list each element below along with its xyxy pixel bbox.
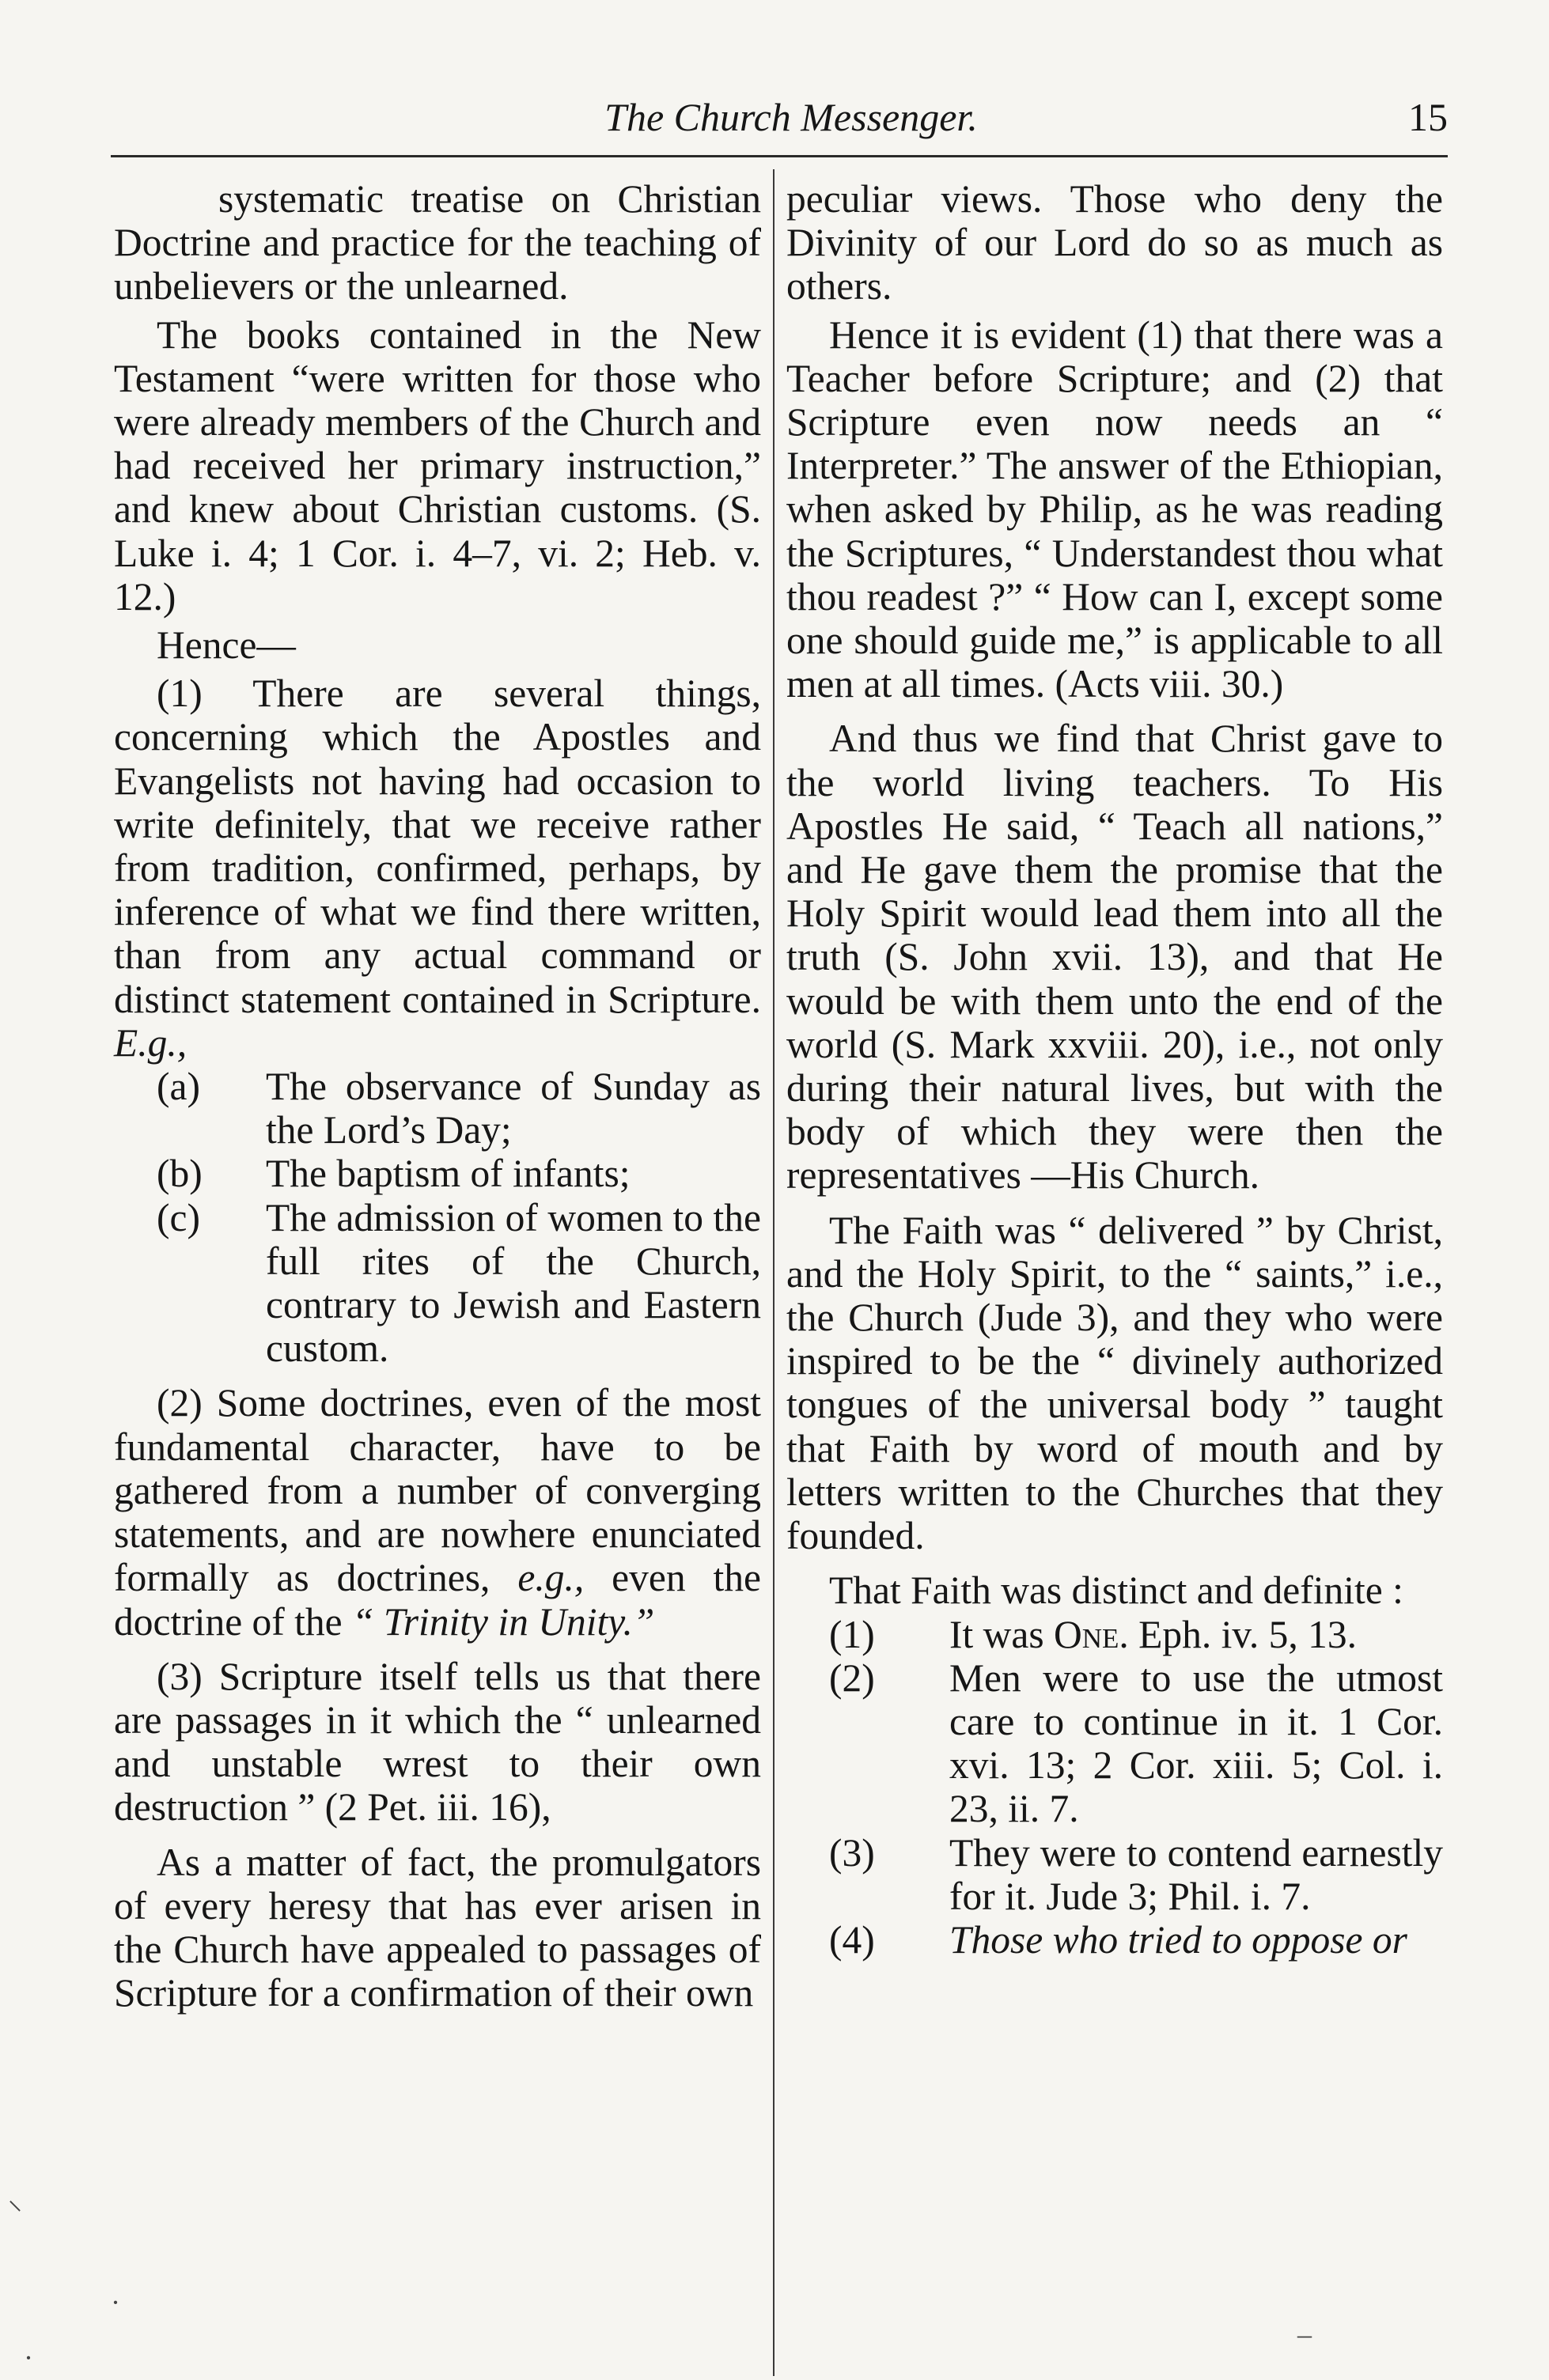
running-title: The Church Messenger. (604, 95, 978, 139)
scan-speck: ⸌ (8, 2196, 22, 2227)
faith-item-4 (786, 1918, 1443, 1962)
column-divider (773, 169, 774, 2376)
paragraph-point-2 (114, 1381, 761, 1643)
paragraph-hence: Hence— (157, 623, 296, 668)
paragraph-faith-delivered: The Faith was “ delivered ” by Christ, and the Holy Spirit, to the “ saints,” i.e., the Church (Jude 3), and they who were inspired to be the “ divinely authorized tongues of the universal body ” taught that Faith by word of mouth and by letters written to the Churches that they founded. (786, 1208, 1443, 1558)
header-rule (111, 155, 1448, 157)
point-2-trinity: “ Trinity in Unity.” (352, 1599, 655, 1644)
scan-speck: · (24, 2342, 33, 2374)
left-column (114, 177, 761, 2015)
faith-item-text: They were to contend earnestly for it. Jude 3; Phil. i. 7. (949, 1830, 1443, 1918)
paragraph-point-1 (114, 672, 761, 1065)
faith-item-2 (786, 1656, 1443, 1831)
faith-item-label: (4) (829, 1917, 875, 1962)
paragraph-point-3: (3) Scripture itself tells us that there are passages in it which the “ unlearned and unstable wrest to their own destruction ” (2 Pet. iii. 16), (114, 1654, 761, 1829)
sub-item-text: The baptism of infants; (266, 1152, 631, 1196)
right-column (786, 177, 1443, 1962)
page-number: 15 (1408, 95, 1448, 139)
sub-item-text: The observance of Sunday as the Lord’s Day; (266, 1065, 761, 1152)
scan-speck: – (1297, 2318, 1312, 2350)
point-2-eg: e.g., (517, 1556, 585, 1600)
faith-item-label: (3) (829, 1830, 875, 1875)
faith-item-1 (786, 1613, 1443, 1656)
paragraph-books: The books contained in the New Testament “were written for those who were already members of the Church and had received her primary instruction,” and knew about Christian customs. (S. Luke i. 4; 1 Cor. i. 4–7, vi. 2; Heb. v. 12.) (114, 312, 761, 619)
faith-item-text: Those who tried to oppose or (949, 1917, 1407, 1962)
point-2-tail: even the doctrine of the (114, 1556, 762, 1644)
paragraph-matter-of-fact: As a matter of fact, the promulgators of every heresy that has ever arisen in the Church have appealed to passages of Scripture for a confirmation of their own (114, 1840, 761, 2015)
point-1-text: (1) There are several things, concerning which the Apostles and Evangelists not having had occasion to write definitely, that we receive rather from tradition, confirmed, perhaps, by inference of what we find there written, than from any actual command or distinct statement contained in Scripture. (114, 672, 761, 1021)
paragraph-faith-distinct: That Faith was distinct and definite : (829, 1568, 1403, 1613)
point-1-eg: E.g., (114, 1020, 187, 1065)
paragraph-intro: systematic treatise on Christian Doctrine and practice for the teaching of unbelievers or the unlearned. (114, 177, 761, 308)
sub-item-label: (a) (157, 1065, 200, 1109)
sub-item-text: The admission of women to the full rites of the Church, contrary to Jewish and Eastern custom. (266, 1195, 761, 1371)
faith-item-text: Men were to use the utmost care to continue in it. 1 Cor. xvi. 13; 2 Cor. xiii. 5; Col. i. 23, ii. 7. (949, 1655, 1443, 1831)
sub-item-label: (b) (157, 1152, 203, 1196)
faith-item-label: (2) (829, 1655, 875, 1700)
sub-item-c (114, 1196, 761, 1371)
sub-item-label: (c) (157, 1195, 200, 1239)
paragraph-living-teachers: And thus we find that Christ gave to the world living teachers. To His Apostles He said, “ Teach all nations,” and He gave them the promise that the Holy Spirit would lead them into all the truth (S. John xvii. 13), and that He would be with them unto the end of the world (S. Mark xxviii. 20), i.e., not only during their natural lives, but with the body of which they were then the representatives —His Church. (786, 717, 1443, 1198)
faith-item-label: (1) (829, 1612, 875, 1656)
faith-item-small-caps: One (1053, 1612, 1119, 1656)
sub-item-b (114, 1152, 761, 1195)
page-header (111, 89, 1448, 146)
scan-speck: · (111, 2287, 120, 2318)
paragraph-continued: peculiar views. Those who deny the Divinity of our Lord do so as much as others. (786, 177, 1443, 308)
sub-item-a (114, 1065, 761, 1152)
faith-item-3 (786, 1831, 1443, 1918)
faith-item-text-post: . Eph. iv. 5, 13. (1119, 1612, 1358, 1656)
paragraph-hence-evident: Hence it is evident (1) that there was a Teacher before Scripture; and (2) that Scripture even now needs an “ Interpreter.” The answer of the Ethiopian, when asked by Philip, as he was reading the Scriptures, “ Understandest thou what thou readest ?” “ How can I, except some one should guide me,” is applicable to all men at all times. (Acts viii. 30.) (786, 312, 1443, 706)
point-2-text: (2) Some doctrines, even of the most fundamental character, have to be gathered from a number of converging statements, and are nowhere enunciated formally as doctrines, (114, 1381, 761, 1600)
faith-item-text (949, 1613, 1443, 1656)
faith-item-text-pre: It was (949, 1612, 1054, 1656)
